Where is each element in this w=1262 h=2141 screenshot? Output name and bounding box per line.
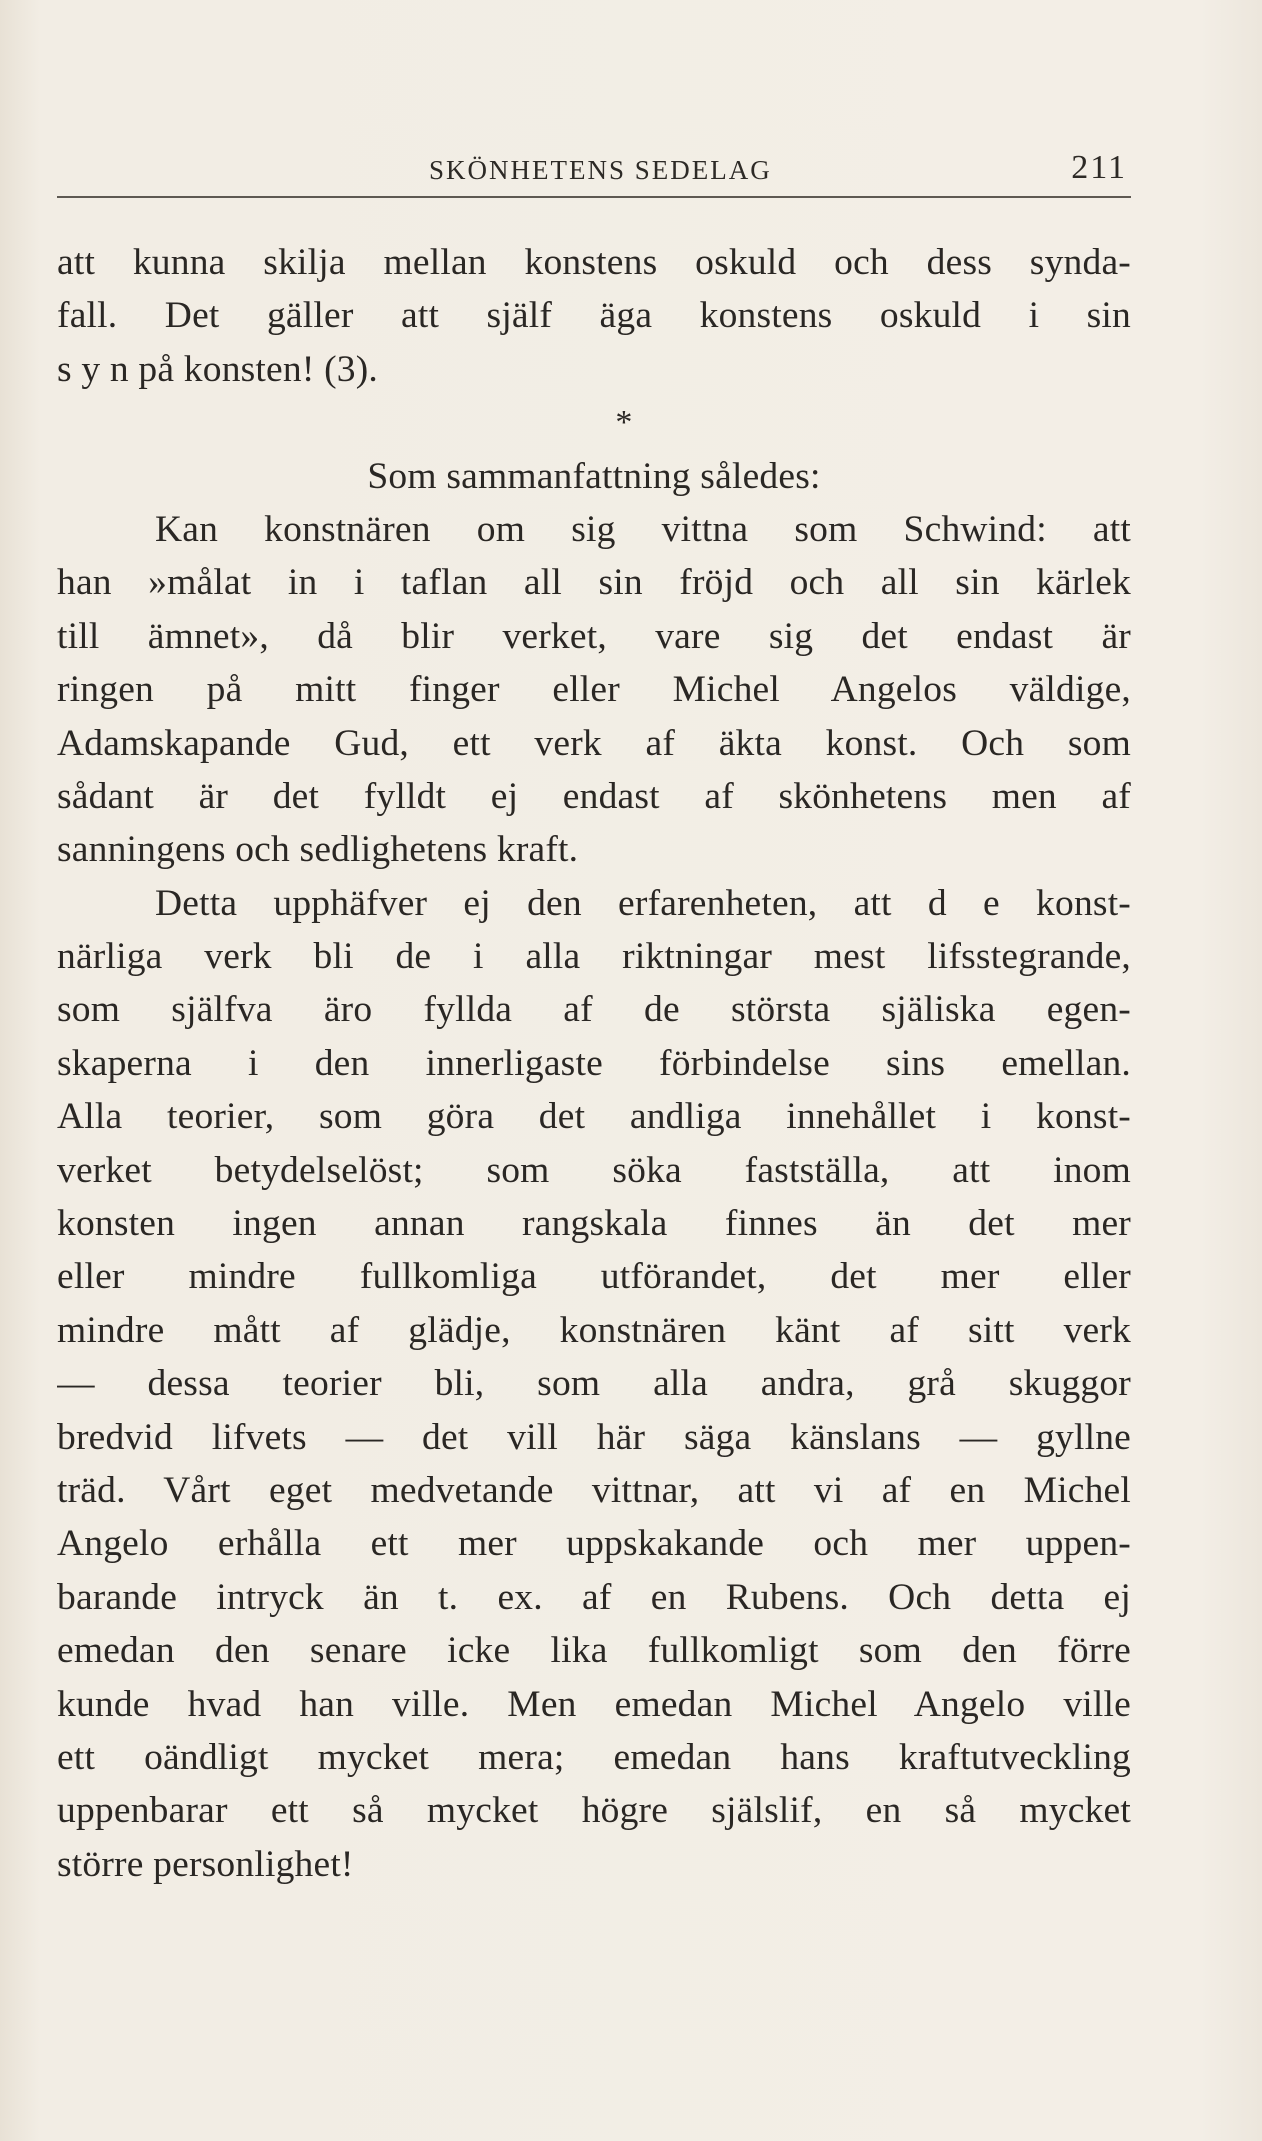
page-header xyxy=(57,146,1131,198)
text-line-31: större personlighet! xyxy=(57,1843,354,1885)
text-line-16: skaperna i den innerligaste förbindelse sins emellan. xyxy=(57,1042,1131,1084)
text-line-17: Alla teorier, som göra det andliga innehållet i konst- xyxy=(57,1096,1131,1138)
page-number: 211 xyxy=(1071,149,1127,186)
text-line-11: sådant är det fylldt ej endast af skönhetens men af xyxy=(57,775,1131,817)
text-line-1: att kunna skilja mellan konstens oskuld och dess synda- xyxy=(57,242,1131,283)
text-line-26: barande intryck än t. ex. af en Rubens. Och detta ej xyxy=(57,1576,1131,1618)
text-line-25: Angelo erhålla ett mer uppskakande och mer uppen- xyxy=(57,1523,1131,1565)
text-line-8: till ämnet», då blir verket, vare sig det endast är xyxy=(57,615,1131,657)
text-line-29: ett oändligt mycket mera; emedan hans kraftutveckling xyxy=(57,1736,1131,1778)
text-line-18: verket betydelselöst; som söka fastställa, att inom xyxy=(57,1149,1131,1191)
text-line-19: konsten ingen annan rangskala finnes än det mer xyxy=(57,1203,1131,1245)
text-line-12: sanningens och sedlighetens kraft. xyxy=(57,829,579,871)
text-line-30: uppenbarar ett så mycket högre själslif, en så mycket xyxy=(57,1790,1131,1832)
text-line-28: kunde hvad han ville. Men emedan Michel Angelo ville xyxy=(57,1683,1131,1725)
text-line-24: träd. Vårt eget medvetande vittnar, att vi af en Michel xyxy=(57,1469,1131,1511)
body-text xyxy=(57,236,1131,1891)
running-title: SKÖNHETENS SEDELAG xyxy=(429,155,772,185)
text-line-10: Adamskapande Gud, ett verk af äkta konst. Och som xyxy=(57,722,1131,764)
text-line-27: emedan den senare icke lika fullkomligt som den förre xyxy=(57,1630,1131,1672)
text-line-22: — dessa teorier bli, som alla andra, grå skuggor xyxy=(57,1363,1131,1405)
text-line-23: bredvid lifvets — det vill här säga känslans — gyllne xyxy=(57,1416,1131,1458)
text-line-20: eller mindre fullkomliga utförandet, det mer eller xyxy=(57,1256,1131,1298)
text-line-3: s y n på konsten! (3). xyxy=(57,348,379,390)
text-line-21: mindre mått af glädje, konstnären känt af sitt verk xyxy=(57,1309,1131,1351)
text-line-7: han »målat in i taflan all sin fröjd och all sin kärlek xyxy=(57,562,1131,604)
text-line-6: Kan konstnären om sig vittna som Schwind: att xyxy=(155,508,1131,550)
text-line-9: ringen på mitt finger eller Michel Angelos väldige, xyxy=(57,669,1131,711)
text-line-15: som själfva äro fyllda af de största själiska egen- xyxy=(57,989,1131,1031)
text-line-14: närliga verk bli de i alla riktningar mest lifsstegrande, xyxy=(57,936,1131,978)
section-break-asterisk: * xyxy=(615,404,633,442)
summary-heading: Som sammanfattning således: xyxy=(367,455,821,497)
text-line-2: fall. Det gäller att själf äga konstens oskuld i sin xyxy=(57,295,1131,337)
text-line-13: Detta upphäfver ej den erfarenheten, att d e konst- xyxy=(155,882,1131,924)
